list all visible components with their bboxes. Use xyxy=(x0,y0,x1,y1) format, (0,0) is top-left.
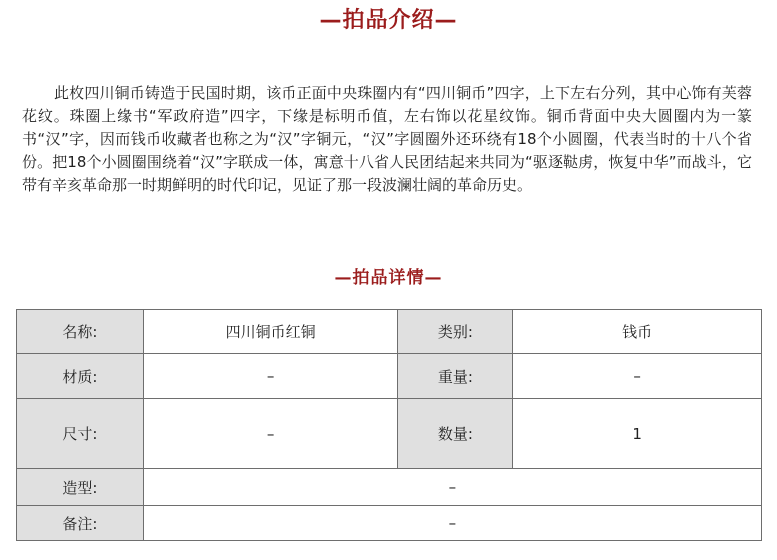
intro-section-title: —拍品介绍— xyxy=(319,8,458,33)
size-label: 尺寸: xyxy=(17,399,144,469)
table-row xyxy=(17,399,762,469)
table-row xyxy=(17,506,762,541)
notes-value: – xyxy=(143,506,761,541)
quantity-label: 数量: xyxy=(398,399,513,469)
intro-paragraph: 此枚四川铜币铸造于民国时期，该币正面中央珠圈内有“四川铜币”四字，上下左右分列，其中心饰有芙蓉花纹。珠圈上缘书“军政府造”四字，下缘是标明币值，左右饰以花星纹饰。铜币背面中央大圆圈内为一篆书“汉”字，因而钱币收藏者也称之为“汉”字铜元，“汉”字圆圈外还环绕有18个小圆圈，代表当时的十八个省份。把18个小圆圈围绕着“汉”字联成一体，寓意十八省人民团结起来共同为“驱逐鞑虏，恢复中华”而战斗，它带有辛亥革命那一时期鲜明的时代印记，见证了那一段波澜壮阔的革命历史。 xyxy=(22,84,752,194)
name-value: 四川铜币红铜 xyxy=(143,310,398,354)
details-section-title: —拍品详情— xyxy=(334,268,443,288)
size-value: – xyxy=(143,399,398,469)
table-row xyxy=(17,310,762,354)
material-value: – xyxy=(143,354,398,399)
material-label: 材质: xyxy=(17,354,144,399)
category-label: 类别: xyxy=(398,310,513,354)
name-label: 名称: xyxy=(17,310,144,354)
weight-label: 重量: xyxy=(398,354,513,399)
quantity-value: 1 xyxy=(513,399,762,469)
shape-label: 造型: xyxy=(17,469,144,506)
notes-label: 备注: xyxy=(17,506,144,541)
table-row xyxy=(17,354,762,399)
shape-value: – xyxy=(143,469,761,506)
table-row xyxy=(17,469,762,506)
category-value: 钱币 xyxy=(513,310,762,354)
weight-value: – xyxy=(513,354,762,399)
details-table xyxy=(16,309,762,541)
